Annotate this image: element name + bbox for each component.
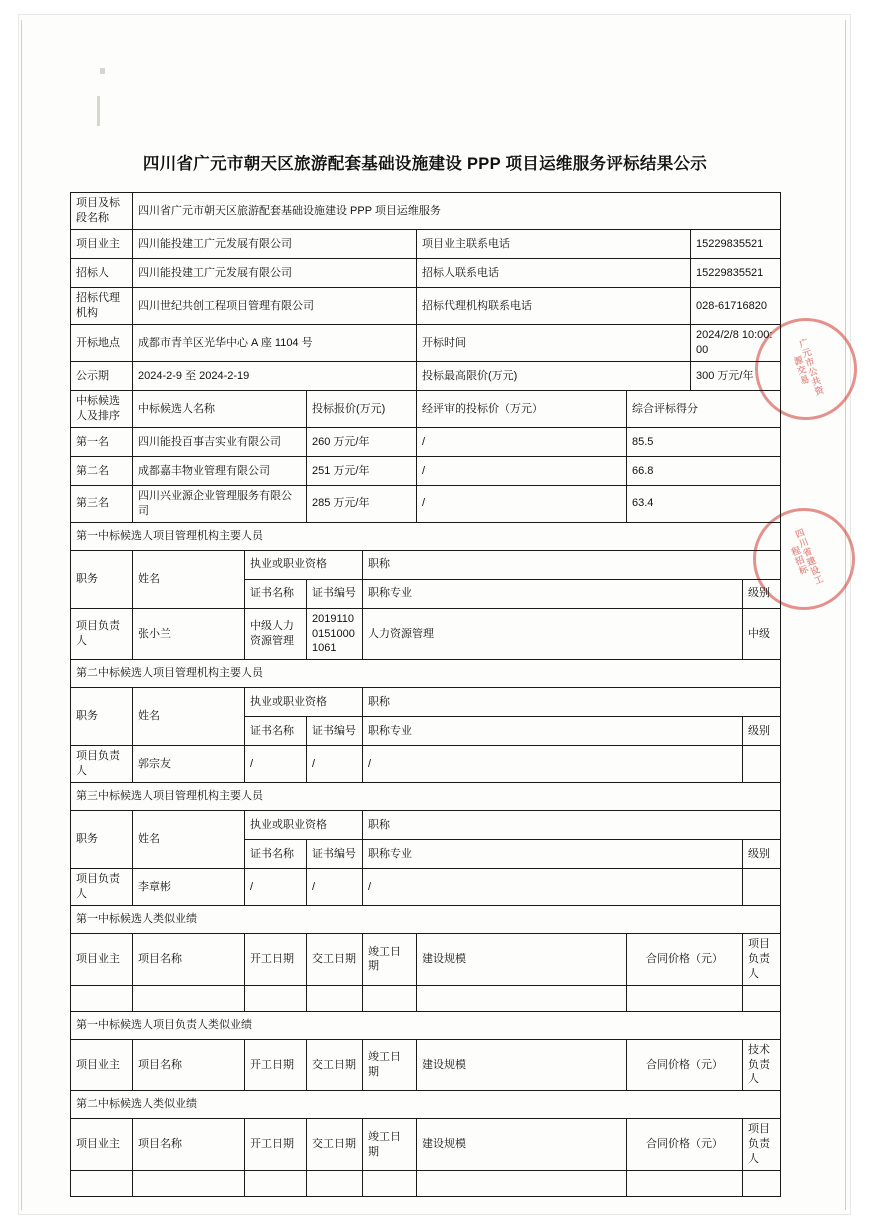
candidate-name: 四川兴业源企业管理服务有限公司 — [133, 486, 307, 523]
table-row — [71, 391, 781, 428]
performance-col-contract: 合同价格（元） — [627, 934, 743, 986]
performance-empty-cell — [743, 1170, 781, 1196]
table-row — [71, 985, 781, 1011]
table-row — [71, 934, 781, 986]
table-row — [71, 1119, 781, 1171]
table-row — [71, 457, 781, 486]
personnel-section-title: 第三中标候选人项目管理机构主要人员 — [71, 783, 781, 811]
performance-col-start: 开工日期 — [245, 1119, 307, 1171]
table-row — [71, 1170, 781, 1196]
personnel-cert-name: / — [245, 746, 307, 783]
performance-section-title: 第一中标候选人项目负责人类似业绩 — [71, 1011, 781, 1039]
page-title: 四川省广元市朝天区旅游配套基础设施建设 PPP 项目运维服务评标结果公示 — [142, 155, 708, 173]
personnel-cert-no: / — [307, 869, 363, 906]
table-row — [71, 660, 781, 688]
performance-empty-cell — [307, 1170, 363, 1196]
official-stamp-1-text: 广元市公共资源交易 — [791, 337, 826, 398]
performance-col-handover: 交工日期 — [307, 1119, 363, 1171]
table-row — [71, 688, 781, 717]
performance-empty-cell — [363, 1170, 417, 1196]
personnel-col-title: 职称 — [363, 688, 781, 717]
personnel-section-title: 第二中标候选人项目管理机构主要人员 — [71, 660, 781, 688]
table-row — [71, 230, 781, 259]
personnel-title-major: / — [363, 746, 743, 783]
personnel-col-cert-no: 证书编号 — [307, 717, 363, 746]
performance-empty-cell — [133, 1170, 245, 1196]
performance-empty-cell — [627, 1170, 743, 1196]
table-row — [71, 362, 781, 391]
candidate-name: 四川能投百事吉实业有限公司 — [133, 428, 307, 457]
page-edge-right — [845, 20, 846, 1210]
performance-col-handover: 交工日期 — [307, 934, 363, 986]
performance-empty-cell — [417, 985, 627, 1011]
table-row — [71, 746, 781, 783]
bid-place-value: 成都市青羊区光华中心 A 座 1104 号 — [133, 325, 417, 362]
performance-col-owner: 项目业主 — [71, 934, 133, 986]
personnel-duty: 项目负责人 — [71, 608, 133, 660]
performance-col-project: 项目名称 — [133, 1119, 245, 1171]
candidate-rank: 第一名 — [71, 428, 133, 457]
page-edge-left — [21, 20, 22, 1210]
owner-phone-value: 15229835521 — [691, 230, 781, 259]
personnel-col-duty: 职务 — [71, 811, 133, 869]
performance-col-contract: 合同价格（元） — [627, 1119, 743, 1171]
table-row — [71, 522, 781, 550]
agency-label: 招标代理机构 — [71, 288, 133, 325]
document-content — [70, 150, 780, 1197]
performance-col-complete: 竣工日期 — [363, 1119, 417, 1171]
tenderer-label: 招标人 — [71, 259, 133, 288]
candidates-col-name: 中标候选人名称 — [133, 391, 307, 428]
personnel-col-name: 姓名 — [133, 550, 245, 608]
personnel-cert-name: 中级人力资源管理 — [245, 608, 307, 660]
performance-col-complete: 竣工日期 — [363, 1039, 417, 1091]
table-row — [71, 1011, 781, 1039]
performance-col-leader: 技术负责人 — [743, 1039, 781, 1091]
notice-period-label: 公示期 — [71, 362, 133, 391]
personnel-section-title: 第一中标候选人项目管理机构主要人员 — [71, 522, 781, 550]
performance-empty-cell — [71, 1170, 133, 1196]
personnel-title-major: 人力资源管理 — [363, 608, 743, 660]
candidate-rank: 第二名 — [71, 457, 133, 486]
candidate-score: 66.8 — [627, 457, 781, 486]
performance-empty-cell — [627, 985, 743, 1011]
personnel-col-qualification: 执业或职业资格 — [245, 688, 363, 717]
owner-value: 四川能投建工广元发展有限公司 — [133, 230, 417, 259]
personnel-col-level: 级别 — [743, 717, 781, 746]
personnel-col-qualification: 执业或职业资格 — [245, 811, 363, 840]
personnel-col-cert-name: 证书名称 — [245, 840, 307, 869]
table-row — [71, 1039, 781, 1091]
performance-col-project: 项目名称 — [133, 934, 245, 986]
personnel-col-title-major: 职称专业 — [363, 717, 743, 746]
personnel-cert-no: / — [307, 746, 363, 783]
personnel-level: 中级 — [743, 608, 781, 660]
official-stamp-2-text: 四川省建设工程招标 — [789, 527, 825, 587]
owner-phone-label: 项目业主联系电话 — [417, 230, 691, 259]
candidates-col-reviewed-price: 经评审的投标价（万元） — [417, 391, 627, 428]
tenderer-value: 四川能投建工广元发展有限公司 — [133, 259, 417, 288]
personnel-level — [743, 746, 781, 783]
performance-col-start: 开工日期 — [245, 934, 307, 986]
table-row — [71, 288, 781, 325]
performance-col-project: 项目名称 — [133, 1039, 245, 1091]
result-announcement-table — [70, 192, 781, 1197]
candidates-col-score: 综合评标得分 — [627, 391, 781, 428]
candidate-reviewed-price: / — [417, 428, 627, 457]
project-name-label: 项目及标段名称 — [71, 193, 133, 230]
personnel-col-title: 职称 — [363, 550, 781, 579]
performance-empty-cell — [307, 985, 363, 1011]
candidate-rank: 第三名 — [71, 486, 133, 523]
owner-label: 项目业主 — [71, 230, 133, 259]
personnel-duty: 项目负责人 — [71, 869, 133, 906]
table-row — [71, 550, 781, 579]
table-row — [71, 906, 781, 934]
table-row — [71, 869, 781, 906]
candidates-col-bid-price: 投标报价(万元) — [307, 391, 417, 428]
personnel-col-duty: 职务 — [71, 550, 133, 608]
max-price-value: 300 万元/年 — [691, 362, 781, 391]
candidate-bid-price: 251 万元/年 — [307, 457, 417, 486]
performance-col-leader: 项目负责人 — [743, 934, 781, 986]
agency-phone-label: 招标代理机构联系电话 — [417, 288, 691, 325]
performance-empty-cell — [363, 985, 417, 1011]
personnel-col-cert-no: 证书编号 — [307, 579, 363, 608]
personnel-title-major: / — [363, 869, 743, 906]
table-row — [71, 811, 781, 840]
candidate-bid-price: 285 万元/年 — [307, 486, 417, 523]
personnel-name: 李章彬 — [133, 869, 245, 906]
performance-empty-cell — [71, 985, 133, 1011]
agency-value: 四川世纪共创工程项目管理有限公司 — [133, 288, 417, 325]
personnel-col-cert-name: 证书名称 — [245, 579, 307, 608]
personnel-col-title: 职称 — [363, 811, 781, 840]
table-row — [71, 259, 781, 288]
personnel-col-title-major: 职称专业 — [363, 579, 743, 608]
performance-empty-cell — [133, 985, 245, 1011]
performance-empty-cell — [417, 1170, 627, 1196]
notice-period-value: 2024-2-9 至 2024-2-19 — [133, 362, 417, 391]
personnel-name: 张小兰 — [133, 608, 245, 660]
table-row — [71, 486, 781, 523]
performance-col-scale: 建设规模 — [417, 1119, 627, 1171]
bid-place-label: 开标地点 — [71, 325, 133, 362]
personnel-cert-no: 201911001510001061 — [307, 608, 363, 660]
candidate-name: 成都嘉丰物业管理有限公司 — [133, 457, 307, 486]
candidate-score: 63.4 — [627, 486, 781, 523]
personnel-col-cert-no: 证书编号 — [307, 840, 363, 869]
candidate-reviewed-price: / — [417, 486, 627, 523]
candidate-score: 85.5 — [627, 428, 781, 457]
bid-time-value: 2024/2/8 10:00:00 — [691, 325, 781, 362]
personnel-col-level: 级别 — [743, 579, 781, 608]
performance-col-handover: 交工日期 — [307, 1039, 363, 1091]
performance-section-title: 第一中标候选人类似业绩 — [71, 906, 781, 934]
performance-empty-cell — [245, 1170, 307, 1196]
personnel-col-cert-name: 证书名称 — [245, 717, 307, 746]
performance-col-complete: 竣工日期 — [363, 934, 417, 986]
table-row — [71, 783, 781, 811]
scan-speck — [97, 96, 100, 126]
personnel-col-qualification: 执业或职业资格 — [245, 550, 363, 579]
table-row — [71, 193, 781, 230]
candidate-reviewed-price: / — [417, 457, 627, 486]
table-row — [71, 428, 781, 457]
performance-col-contract: 合同价格（元） — [627, 1039, 743, 1091]
performance-col-owner: 项目业主 — [71, 1119, 133, 1171]
performance-col-scale: 建设规模 — [417, 1039, 627, 1091]
personnel-cert-name: / — [245, 869, 307, 906]
table-row — [71, 325, 781, 362]
performance-col-leader: 项目负责人 — [743, 1119, 781, 1171]
performance-empty-cell — [245, 985, 307, 1011]
performance-col-scale: 建设规模 — [417, 934, 627, 986]
tenderer-phone-label: 招标人联系电话 — [417, 259, 691, 288]
performance-col-owner: 项目业主 — [71, 1039, 133, 1091]
scan-speck — [100, 68, 105, 74]
project-name-value: 四川省广元市朝天区旅游配套基础设施建设 PPP 项目运维服务 — [133, 193, 781, 230]
table-row — [71, 608, 781, 660]
tenderer-phone-value: 15229835521 — [691, 259, 781, 288]
performance-col-start: 开工日期 — [245, 1039, 307, 1091]
candidates-header-label: 中标候选人及排序 — [71, 391, 133, 428]
personnel-col-name: 姓名 — [133, 811, 245, 869]
personnel-level — [743, 869, 781, 906]
bid-time-label: 开标时间 — [417, 325, 691, 362]
performance-empty-cell — [743, 985, 781, 1011]
table-row — [71, 1091, 781, 1119]
personnel-col-duty: 职务 — [71, 688, 133, 746]
max-price-label: 投标最高限价(万元) — [417, 362, 691, 391]
agency-phone-value: 028-61716820 — [691, 288, 781, 325]
performance-section-title: 第二中标候选人类似业绩 — [71, 1091, 781, 1119]
personnel-duty: 项目负责人 — [71, 746, 133, 783]
personnel-name: 郭宗友 — [133, 746, 245, 783]
candidate-bid-price: 260 万元/年 — [307, 428, 417, 457]
personnel-col-title-major: 职称专业 — [363, 840, 743, 869]
personnel-col-level: 级别 — [743, 840, 781, 869]
personnel-col-name: 姓名 — [133, 688, 245, 746]
